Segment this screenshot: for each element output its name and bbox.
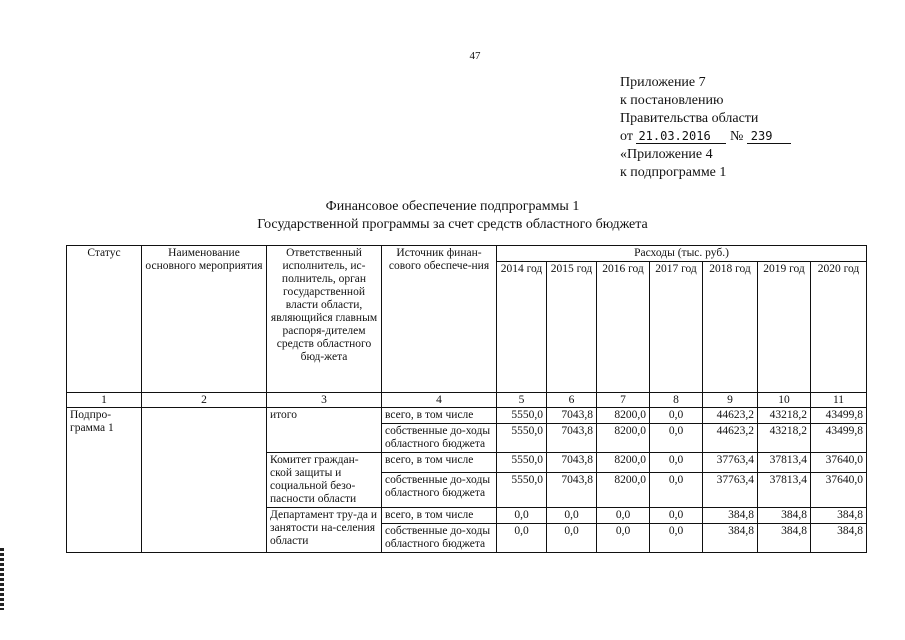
event-name-cell (142, 408, 267, 553)
value-cell: 5550,0 (497, 424, 547, 453)
source-cell: всего, в том числе (382, 508, 497, 524)
value-cell: 37640,0 (811, 472, 867, 507)
decree-number: 239 (747, 129, 791, 144)
value-cell: 37763,4 (703, 453, 758, 473)
executor-cell: Департамент тру-да и занятости на-селения области (267, 508, 382, 553)
budget-table (66, 245, 867, 553)
appendix-date-line (620, 128, 791, 146)
value-cell: 43499,8 (811, 408, 867, 424)
header-year: 2020 год (811, 262, 867, 393)
value-cell: 0,0 (650, 472, 703, 507)
table-row (67, 408, 867, 424)
page-number: 47 (469, 50, 481, 62)
appendix-line-1: Приложение 7 (620, 75, 706, 90)
from-prefix: от (620, 129, 633, 144)
appendix-line-6: к подпрограмме 1 (620, 165, 727, 180)
appendix-block (620, 74, 791, 182)
column-number: 8 (650, 393, 703, 408)
value-cell: 7043,8 (547, 472, 597, 507)
appendix-line-5: «Приложение 4 (620, 147, 713, 162)
header-expenses: Расходы (тыс. руб.) (497, 246, 867, 262)
value-cell: 0,0 (547, 508, 597, 524)
value-cell: 0,0 (597, 524, 650, 553)
value-cell: 5550,0 (497, 472, 547, 507)
value-cell: 37640,0 (811, 453, 867, 473)
value-cell: 8200,0 (597, 424, 650, 453)
header-executor: Ответственный исполнитель, ис-полнитель, орган государственной власти области, являющийся главным распоря-дителем средств областного бюд-жета (267, 246, 382, 393)
appendix-line-2: к постановлению (620, 93, 724, 108)
value-cell: 37763,4 (703, 472, 758, 507)
value-cell: 43218,2 (758, 408, 811, 424)
header-year: 2016 год (597, 262, 650, 393)
document-title (0, 198, 905, 234)
value-cell: 44623,2 (703, 408, 758, 424)
column-number: 4 (382, 393, 497, 408)
value-cell: 8200,0 (597, 408, 650, 424)
executor-cell: итого (267, 408, 382, 453)
header-year: 2019 год (758, 262, 811, 393)
value-cell: 384,8 (758, 524, 811, 553)
source-cell: собственные до-ходы областного бюджета (382, 424, 497, 453)
value-cell: 37813,4 (758, 453, 811, 473)
column-number: 3 (267, 393, 382, 408)
column-number: 1 (67, 393, 142, 408)
source-cell: всего, в том числе (382, 408, 497, 424)
value-cell: 384,8 (758, 508, 811, 524)
value-cell: 8200,0 (597, 453, 650, 473)
header-year: 2017 год (650, 262, 703, 393)
status-cell: Подпро-грамма 1 (67, 408, 142, 553)
decree-date: 21.03.2016 (636, 129, 726, 144)
column-number: 2 (142, 393, 267, 408)
value-cell: 7043,8 (547, 408, 597, 424)
column-number: 10 (758, 393, 811, 408)
header-year: 2014 год (497, 262, 547, 393)
value-cell: 5550,0 (497, 408, 547, 424)
header-year: 2015 год (547, 262, 597, 393)
title-line-2: Государственной программы за счет средств областного бюджета (257, 217, 648, 232)
column-number: 11 (811, 393, 867, 408)
value-cell: 0,0 (650, 424, 703, 453)
column-number: 6 (547, 393, 597, 408)
value-cell: 0,0 (650, 508, 703, 524)
value-cell: 384,8 (703, 524, 758, 553)
header-source: Источник финан-сового обеспече-ния (382, 246, 497, 393)
column-number: 5 (497, 393, 547, 408)
value-cell: 44623,2 (703, 424, 758, 453)
title-line-1: Финансовое обеспечение подпрограммы 1 (325, 199, 580, 214)
header-year: 2018 год (703, 262, 758, 393)
value-cell: 43499,8 (811, 424, 867, 453)
source-cell: собственные до-ходы областного бюджета (382, 472, 497, 507)
value-cell: 0,0 (650, 408, 703, 424)
value-cell: 0,0 (650, 453, 703, 473)
header-row-1 (67, 246, 867, 262)
appendix-line-3: Правительства области (620, 111, 759, 126)
header-status: Статус (67, 246, 142, 393)
value-cell: 0,0 (597, 508, 650, 524)
value-cell: 0,0 (650, 524, 703, 553)
source-cell: собственные до-ходы областного бюджета (382, 524, 497, 553)
value-cell: 0,0 (497, 508, 547, 524)
value-cell: 7043,8 (547, 424, 597, 453)
number-prefix: № (729, 129, 744, 144)
column-number: 7 (597, 393, 650, 408)
value-cell: 384,8 (811, 524, 867, 553)
value-cell: 384,8 (703, 508, 758, 524)
value-cell: 5550,0 (497, 453, 547, 473)
executor-cell: Комитет граждан-ской защиты и социальной безо-пасности области (267, 453, 382, 508)
value-cell: 43218,2 (758, 424, 811, 453)
value-cell: 37813,4 (758, 472, 811, 507)
value-cell: 384,8 (811, 508, 867, 524)
scan-edge-mark (0, 548, 4, 610)
column-number-row (67, 393, 867, 408)
source-cell: всего, в том числе (382, 453, 497, 473)
column-number: 9 (703, 393, 758, 408)
value-cell: 0,0 (497, 524, 547, 553)
value-cell: 8200,0 (597, 472, 650, 507)
value-cell: 0,0 (547, 524, 597, 553)
header-event-name: Наименование основного мероприятия (142, 246, 267, 393)
value-cell: 7043,8 (547, 453, 597, 473)
